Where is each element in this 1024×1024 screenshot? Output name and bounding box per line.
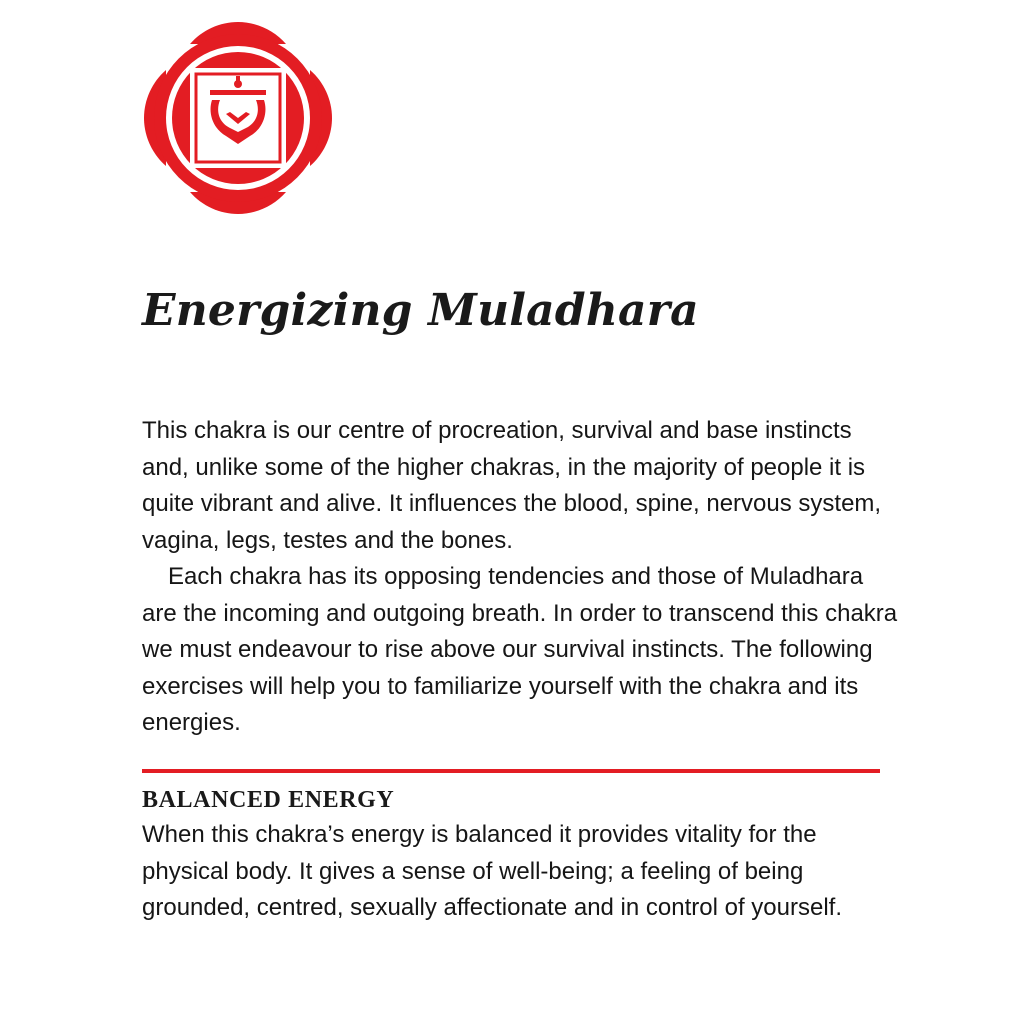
page-title: Energizing Muladhara [142,285,699,336]
intro-paragraph-2: Each chakra has its opposing tendencies and those of Muladhara are the incoming and outgoing breath. In order to transcend this chakra we must endeavour to rise above our survival instincts. The following exercises will help you to familiarize yourself with the chakra and its energies. [142,563,898,736]
intro-paragraph-1: This chakra is our centre of procreation, survival and base instincts and, unlike some of the higher chakras, in the majority of people it is quite vibrant and alive. It influences the blood, spine, nervous system, vagina, legs, testes and the bones. [142,417,882,554]
intro-text [142,413,902,742]
balanced-energy-text [142,817,902,927]
balanced-energy-paragraph: When this chakra’s energy is balanced it provides vitality for the physical body. It gives a sense of well-being; a feeling of being grounded, centred, sexually affectionate and in control of yourself. [142,821,842,921]
balanced-energy-heading: BALANCED ENERGY [142,787,395,813]
section-divider [142,769,880,773]
muladhara-chakra-icon [142,20,334,216]
